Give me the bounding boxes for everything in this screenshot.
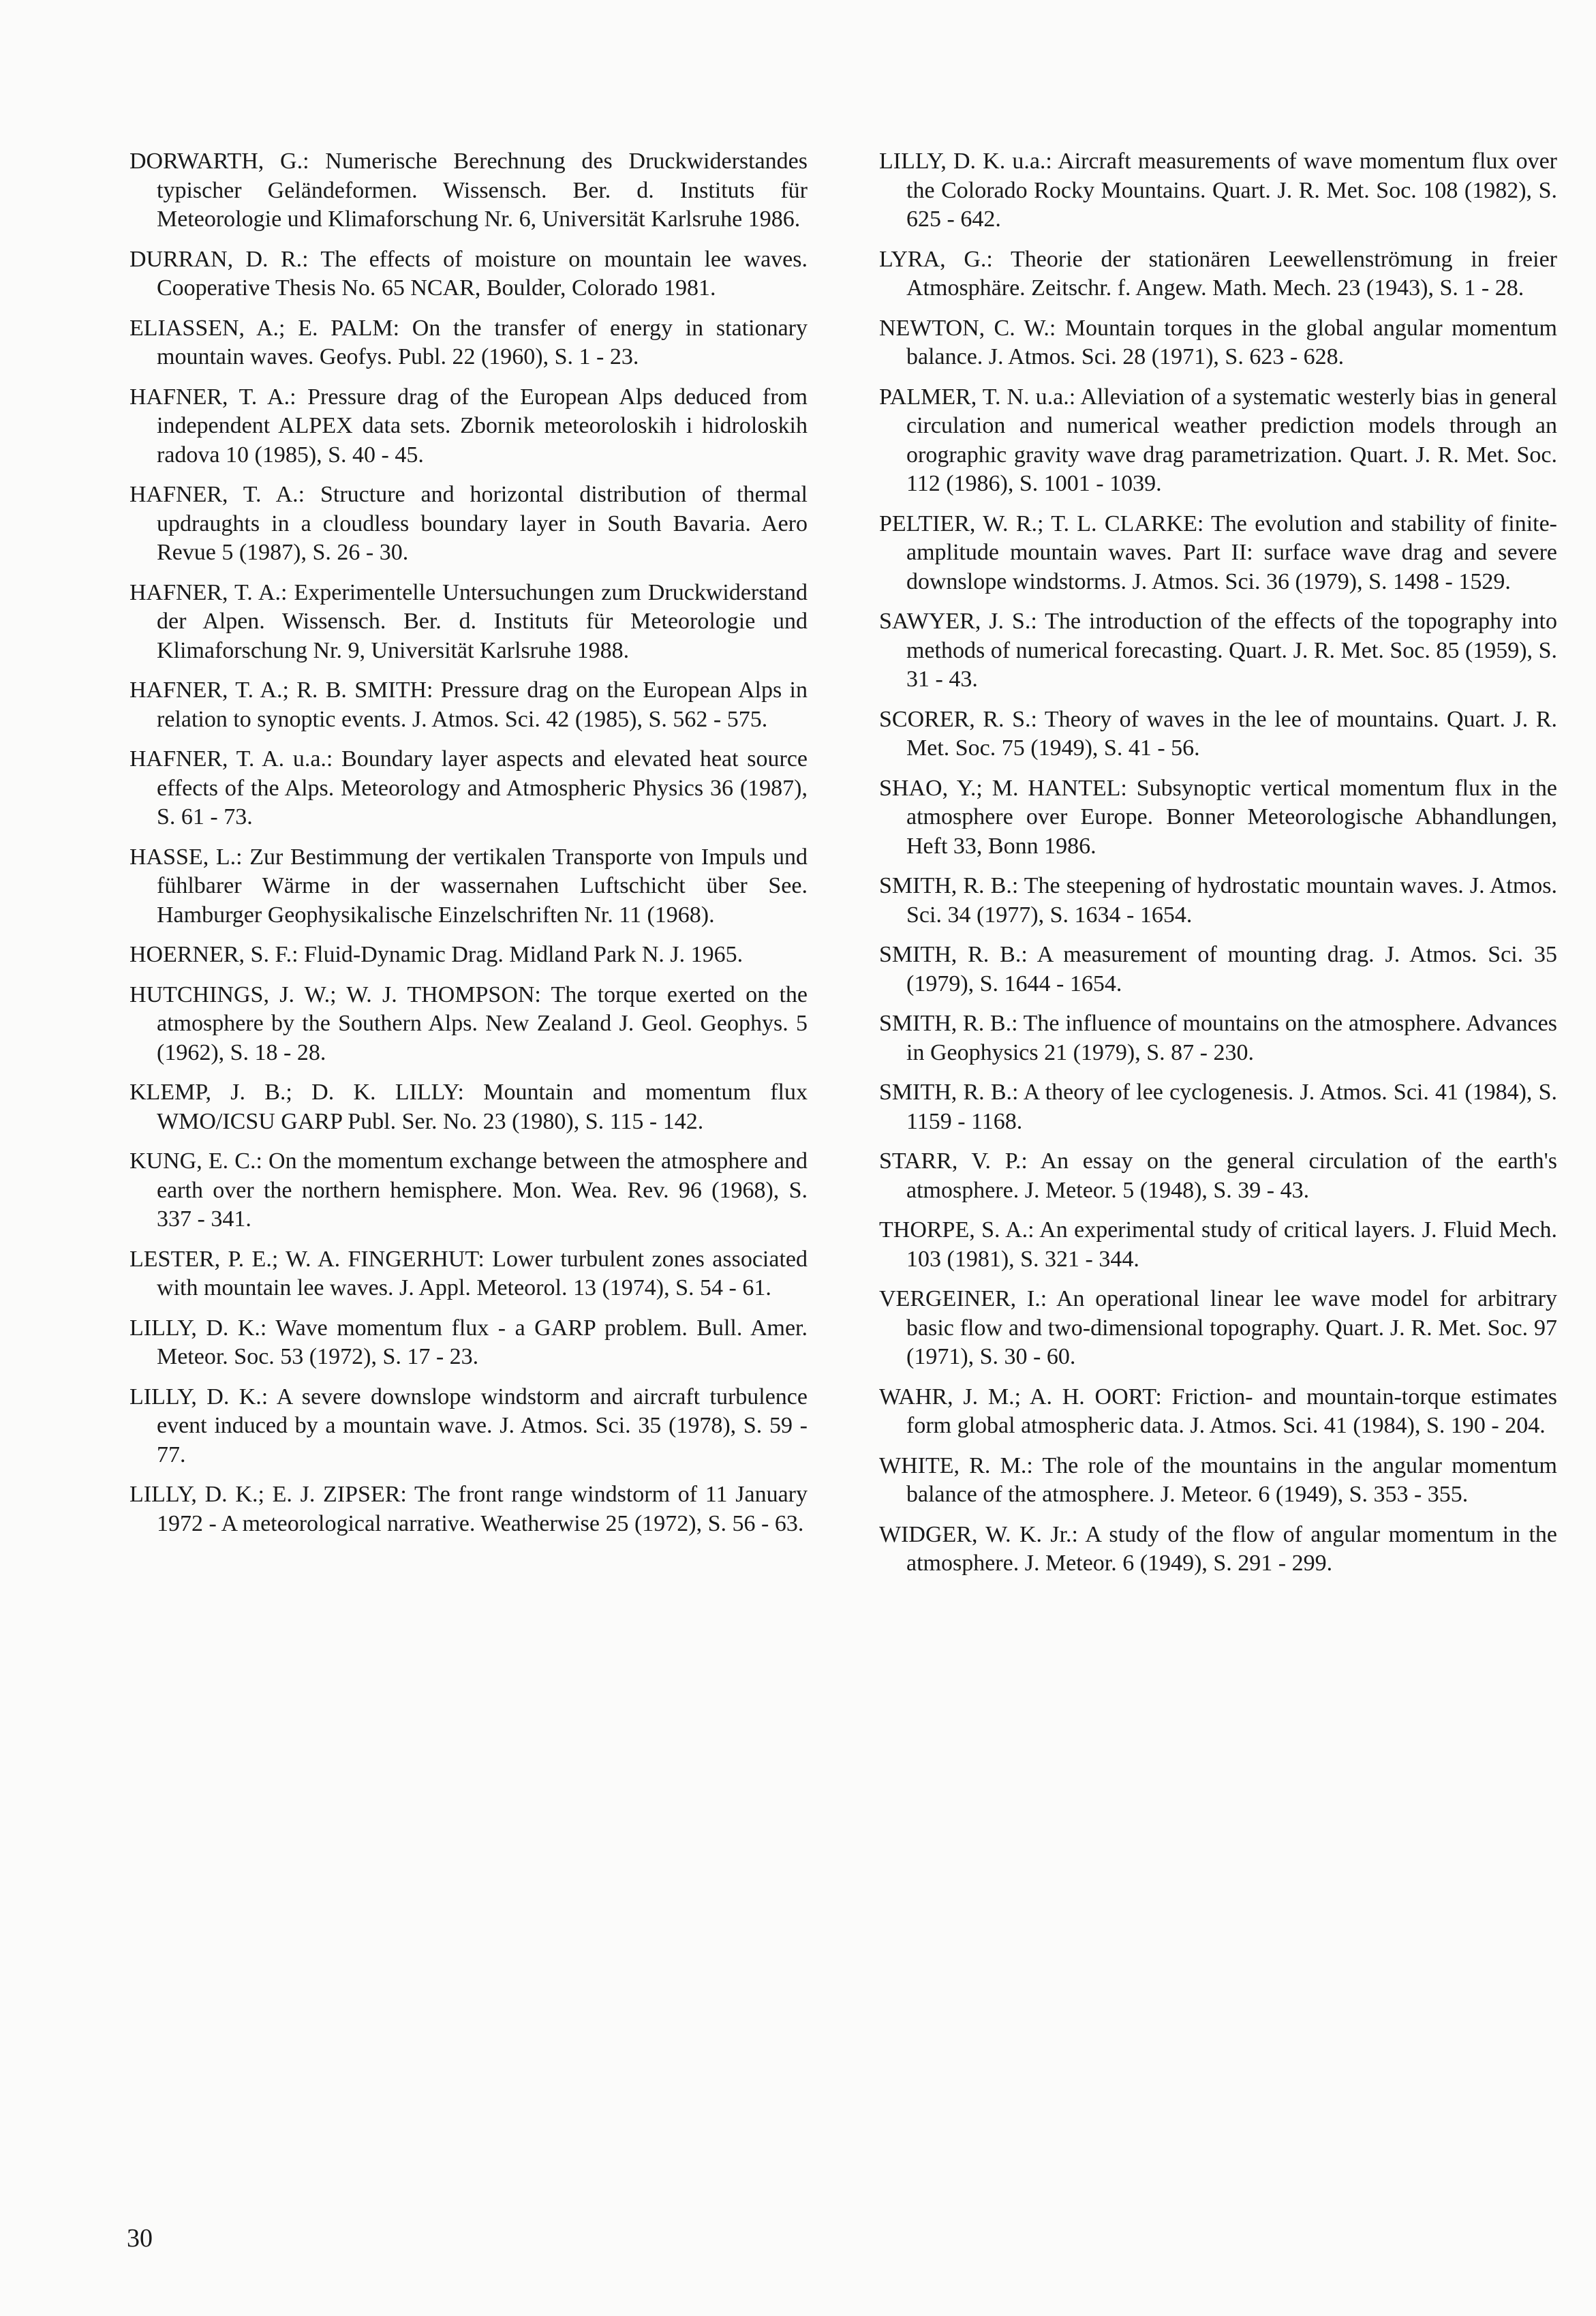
reference-entry: LILLY, D. K.: Wave momentum flux - a GARP problem. Bull. Amer. Meteor. Soc. 53 (1972), S. 17 - 23.: [129, 1315, 808, 1369]
reference-entry: HOERNER, S. F.: Fluid-Dynamic Drag. Midland Park N. J. 1965.: [129, 942, 743, 967]
reference-entry: HAFNER, T. A.: Experimentelle Untersuchungen zum Druckwiderstand der Alpen. Wissensch. Ber. d. Instituts für Meteorologie und Klimaforschung Nr. 9, Universität Karlsruhe 1988.: [129, 579, 808, 663]
references-right-column: [879, 147, 1557, 1589]
reference-entry: DURRAN, D. R.: The effects of moisture on mountain lee waves. Cooperative Thesis No. 65 NCAR, Boulder, Colorado 1981.: [129, 246, 808, 301]
reference-entry: PALMER, T. N. u.a.: Alleviation of a systematic westerly bias in general circulation and numerical weather prediction models through an orographic gravity wave drag parametrization. Quart. J. R. Met. Soc. 112 (1986), S. 1001 - 1039.: [879, 384, 1557, 496]
reference-entry: LILLY, D. K. u.a.: Aircraft measurements of wave momentum flux over the Colorado Rocky Mountains. Quart. J. R. Met. Soc. 108 (1982), S. 625 - 642.: [879, 149, 1557, 232]
reference-entry: PELTIER, W. R.; T. L. CLARKE: The evolution and stability of finite-amplitude mountain waves. Part II: surface wave drag and severe downslope windstorms. J. Atmos. Sci. 36 (1979), S. 1498 - 1529.: [879, 511, 1557, 594]
reference-entry: HAFNER, T. A.: Structure and horizontal distribution of thermal updraughts in a cloudless boundary layer in South Bavaria. Aero Revue 5 (1987), S. 26 - 30.: [129, 482, 808, 565]
reference-entry: SMITH, R. B.: The influence of mountains on the atmosphere. Advances in Geophysics 21 (1979), S. 87 - 230.: [879, 1011, 1557, 1065]
reference-entry: WAHR, J. M.; A. H. OORT: Friction- and mountain-torque estimates form global atmospheric data. J. Atmos. Sci. 41 (1984), S. 190 - 204.: [879, 1384, 1557, 1438]
reference-entry: LILLY, D. K.; E. J. ZIPSER: The front range windstorm of 11 January 1972 - A meteorological narrative. Weatherwise 25 (1972), S. 56 - 63.: [129, 1482, 808, 1536]
reference-entry: KUNG, E. C.: On the momentum exchange between the atmosphere and earth over the northern hemisphere. Mon. Wea. Rev. 96 (1968), S. 337 - 341.: [129, 1148, 808, 1232]
reference-entry: HAFNER, T. A.: Pressure drag of the European Alps deduced from independent ALPEX data sets. Zbornik meteoroloskih i hidroloskih radova 10 (1985), S. 40 - 45.: [129, 384, 808, 468]
reference-entry: VERGEINER, I.: An operational linear lee wave model for arbitrary basic flow and two-dimensional topography. Quart. J. R. Met. Soc. 97 (1971), S. 30 - 60.: [879, 1286, 1557, 1369]
reference-entry: SAWYER, J. S.: The introduction of the effects of the topography into methods of numerical forecasting. Quart. J. R. Met. Soc. 85 (1959), S. 31 - 43.: [879, 609, 1557, 692]
reference-entry: HAFNER, T. A.; R. B. SMITH: Pressure drag on the European Alps in relation to synoptic events. J. Atmos. Sci. 42 (1985), S. 562 - 575.: [129, 677, 808, 732]
reference-entry: SMITH, R. B.: A measurement of mounting drag. J. Atmos. Sci. 35 (1979), S. 1644 - 1654.: [879, 942, 1557, 996]
reference-entry: SCORER, R. S.: Theory of waves in the lee of mountains. Quart. J. R. Met. Soc. 75 (1949), S. 41 - 56.: [879, 706, 1557, 761]
reference-entry: THORPE, S. A.: An experimental study of critical layers. J. Fluid Mech. 103 (1981), S. 321 - 344.: [879, 1217, 1557, 1272]
reference-entry: HAFNER, T. A. u.a.: Boundary layer aspects and elevated heat source effects of the Alps. Meteorology and Atmospheric Physics 36 (1987), S. 61 - 73.: [129, 746, 808, 829]
reference-entry: ELIASSEN, A.; E. PALM: On the transfer of energy in stationary mountain waves. Geofys. Publ. 22 (1960), S. 1 - 23.: [129, 315, 808, 369]
reference-entry: SMITH, R. B.: A theory of lee cyclogenesis. J. Atmos. Sci. 41 (1984), S. 1159 - 1168.: [879, 1080, 1557, 1134]
reference-entry: KLEMP, J. B.; D. K. LILLY: Mountain and momentum flux WMO/ICSU GARP Publ. Ser. No. 23 (1980), S. 115 - 142.: [129, 1080, 808, 1134]
reference-entry: LESTER, P. E.; W. A. FINGERHUT: Lower turbulent zones associated with mountain lee waves. J. Appl. Meteorol. 13 (1974), S. 54 - 61.: [129, 1246, 808, 1300]
reference-entry: NEWTON, C. W.: Mountain torques in the global angular momentum balance. J. Atmos. Sci. 28 (1971), S. 623 - 628.: [879, 315, 1557, 369]
reference-entry: STARR, V. P.: An essay on the general circulation of the earth's atmosphere. J. Meteor. 5 (1948), S. 39 - 43.: [879, 1148, 1557, 1203]
reference-entry: SHAO, Y.; M. HANTEL: Subsynoptic vertical momentum flux in the atmosphere over Europe. Bonner Meteorologische Abhandlungen, Heft 33, Bonn 1986.: [879, 775, 1557, 859]
reference-entry: LILLY, D. K.: A severe downslope windstorm and aircraft turbulence event induced by a mountain wave. J. Atmos. Sci. 35 (1978), S. 59 - 77.: [129, 1384, 808, 1467]
reference-entry: DORWARTH, G.: Numerische Berechnung des Druckwiderstandes typischer Geländeformen. Wissensch. Ber. d. Instituts für Meteorologie und Klimaforschung Nr. 6, Universität Karlsruhe 1986.: [129, 149, 808, 232]
reference-entry: LYRA, G.: Theorie der stationären Leewellenströmung in freier Atmosphäre. Zeitschr. f. Angew. Math. Mech. 23 (1943), S. 1 - 28.: [879, 246, 1557, 301]
references-left-column: [129, 147, 808, 1549]
reference-entry: WIDGER, W. K. Jr.: A study of the flow of angular momentum in the atmosphere. J. Meteor. 6 (1949), S. 291 - 299.: [879, 1521, 1557, 1576]
reference-entry: HASSE, L.: Zur Bestimmung der vertikalen Transporte von Impuls und fühlbarer Wärme in der wassernahen Luftschicht über See. Hamburger Geophysikalische Einzelschriften Nr. 11 (1968).: [129, 844, 808, 928]
reference-entry: SMITH, R. B.: The steepening of hydrostatic mountain waves. J. Atmos. Sci. 34 (1977), S. 1634 - 1654.: [879, 873, 1557, 928]
reference-entry: HUTCHINGS, J. W.; W. J. THOMPSON: The torque exerted on the atmosphere by the Southern Alps. New Zealand J. Geol. Geophys. 5 (1962), S. 18 - 28.: [129, 981, 808, 1065]
reference-entry: WHITE, R. M.: The role of the mountains in the angular momentum balance of the atmosphere. J. Meteor. 6 (1949), S. 353 - 355.: [879, 1452, 1557, 1507]
page-number: 30: [127, 2224, 153, 2253]
